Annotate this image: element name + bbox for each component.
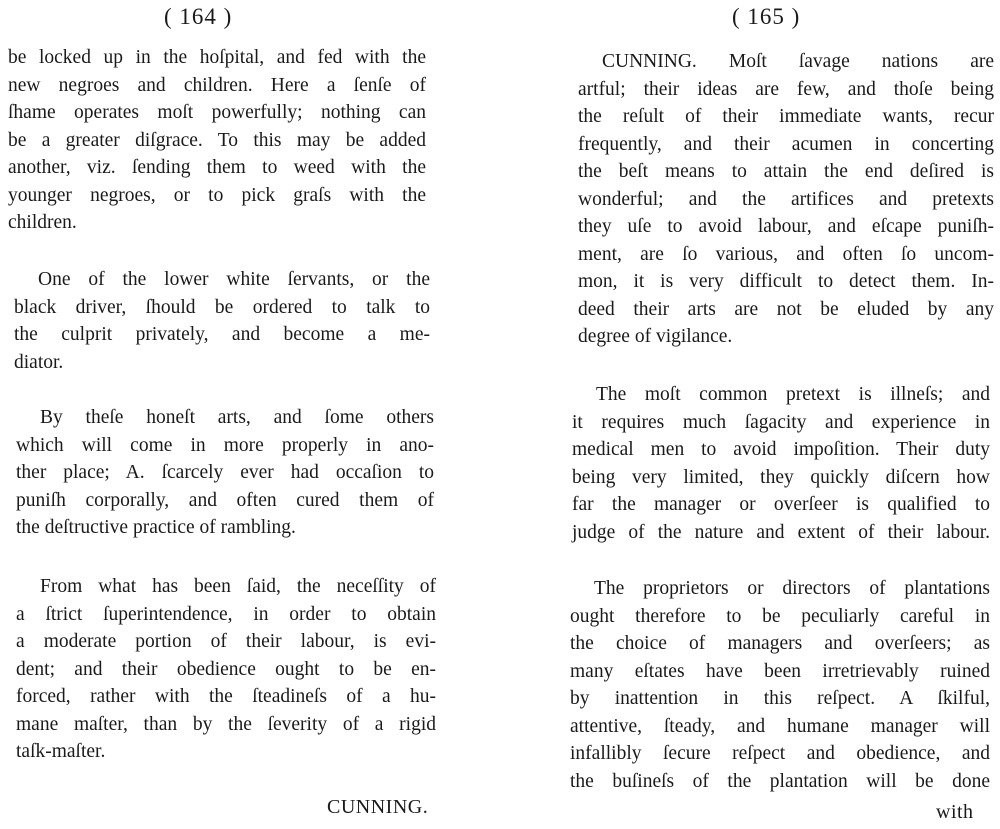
text-line: One of the lower white ſervants, or the xyxy=(38,269,430,290)
text-line: The moſt common pretext is illneſs; and xyxy=(596,384,990,405)
text-line: new negroes and children. Here a ſenſe of xyxy=(8,74,426,96)
text-line: ſhame operates moſt powerfully; nothing can xyxy=(8,102,426,123)
paragraph-mediator xyxy=(14,266,430,376)
text-line: a ſtrict ſuperintendence, in order to obtain xyxy=(16,603,436,625)
text-line: puniſh corporally, and often cured them of xyxy=(16,489,434,511)
text-line: frequently, and their acumen in concerting xyxy=(578,133,994,155)
text-line: The proprietors or directors of plantations xyxy=(594,578,990,599)
text-line: taſk-maſter. xyxy=(16,741,106,762)
text-line: far the manager or overſeer is qualified to xyxy=(572,494,990,515)
text-line: being very limited, they quickly diſcern how xyxy=(572,466,990,488)
text-line: by inattention in this reſpect. A ſkilful, xyxy=(570,688,990,709)
text-line: judge of the nature and extent of their labour. xyxy=(572,521,990,543)
text-line: be a greater diſgrace. To this may be added xyxy=(8,129,426,151)
text-line: the beſt means to attain the end deſired is xyxy=(578,161,994,182)
text-line: another, viz. ſending them to weed with the xyxy=(8,157,426,178)
text-line: artful; their ideas are few, and thoſe being xyxy=(578,78,994,100)
text-line: wonderful; and the artifices and pretexts xyxy=(578,188,994,210)
text-line: the culprit privately, and become a me- xyxy=(14,324,430,345)
text-line: the reſult of their immediate wants, recur xyxy=(578,106,994,127)
text-line: it requires much ſagacity and experience in xyxy=(572,411,990,433)
text-line: dent; and their obedience ought to be en- xyxy=(16,658,436,680)
text-line: diator. xyxy=(14,351,64,373)
text-line: the deſtructive practice of rambling. xyxy=(16,517,296,538)
paragraph-honest-arts xyxy=(16,404,434,542)
text-line: younger negroes, or to pick graſs with the xyxy=(8,184,426,206)
paragraph-proprietors xyxy=(570,575,990,795)
catchword: with xyxy=(936,801,974,823)
text-line: deed their arts are not be eluded by any xyxy=(578,298,994,320)
text-line: CUNNING. Moſt ſavage nations are xyxy=(602,51,994,72)
catchword: CUNNING. xyxy=(327,796,429,818)
right-page xyxy=(500,0,1000,829)
text-line: the buſineſs of the plantation will be done xyxy=(570,770,990,792)
text-line: which will come in more properly in ano- xyxy=(16,434,434,456)
text-line: children. xyxy=(8,212,77,233)
text-line: ther place; A. ſcarcely ever had occaſion to xyxy=(16,462,434,483)
page-number-165: ( 165 ) xyxy=(732,4,801,29)
page-number-164: ( 164 ) xyxy=(164,4,233,29)
text-line: forced, rather with the ſteadineſs of a hu- xyxy=(16,686,436,707)
text-line: many eſtates have been irretrievably ruined xyxy=(570,660,990,682)
text-line: ought therefore to be peculiarly careful in xyxy=(570,605,990,627)
text-line: From what has been ſaid, the neceſſity of xyxy=(40,576,436,597)
text-line: attentive, ſteady, and humane manager will xyxy=(570,715,990,737)
text-line: they uſe to avoid labour, and eſcape puniſh- xyxy=(578,216,994,237)
text-line: ment, are ſo various, and often ſo uncom- xyxy=(578,243,994,265)
paragraph-illness xyxy=(572,381,990,546)
text-line: a moderate portion of their labour, is evi- xyxy=(16,631,436,652)
text-line: degree of vigilance. xyxy=(578,326,733,347)
paragraph-superintendence xyxy=(16,573,436,766)
paragraph-cunning xyxy=(578,48,994,351)
text-line: black driver, ſhould be ordered to talk to xyxy=(14,296,430,318)
text-line: infallibly ſecure reſpect and obedience, and xyxy=(570,743,990,764)
text-line: mane maſter, than by the ſeverity of a rigid xyxy=(16,713,436,735)
text-line: By theſe honeſt arts, and ſome others xyxy=(40,407,434,428)
text-line: the choice of managers and overſeers; as xyxy=(570,633,990,654)
text-line: be locked up in the hoſpital, and fed with the xyxy=(8,47,426,68)
paragraph-hospital xyxy=(8,44,426,237)
text-line: medical men to avoid impoſition. Their duty xyxy=(572,439,990,460)
text-line: mon, it is very difficult to detect them. In- xyxy=(578,271,994,292)
